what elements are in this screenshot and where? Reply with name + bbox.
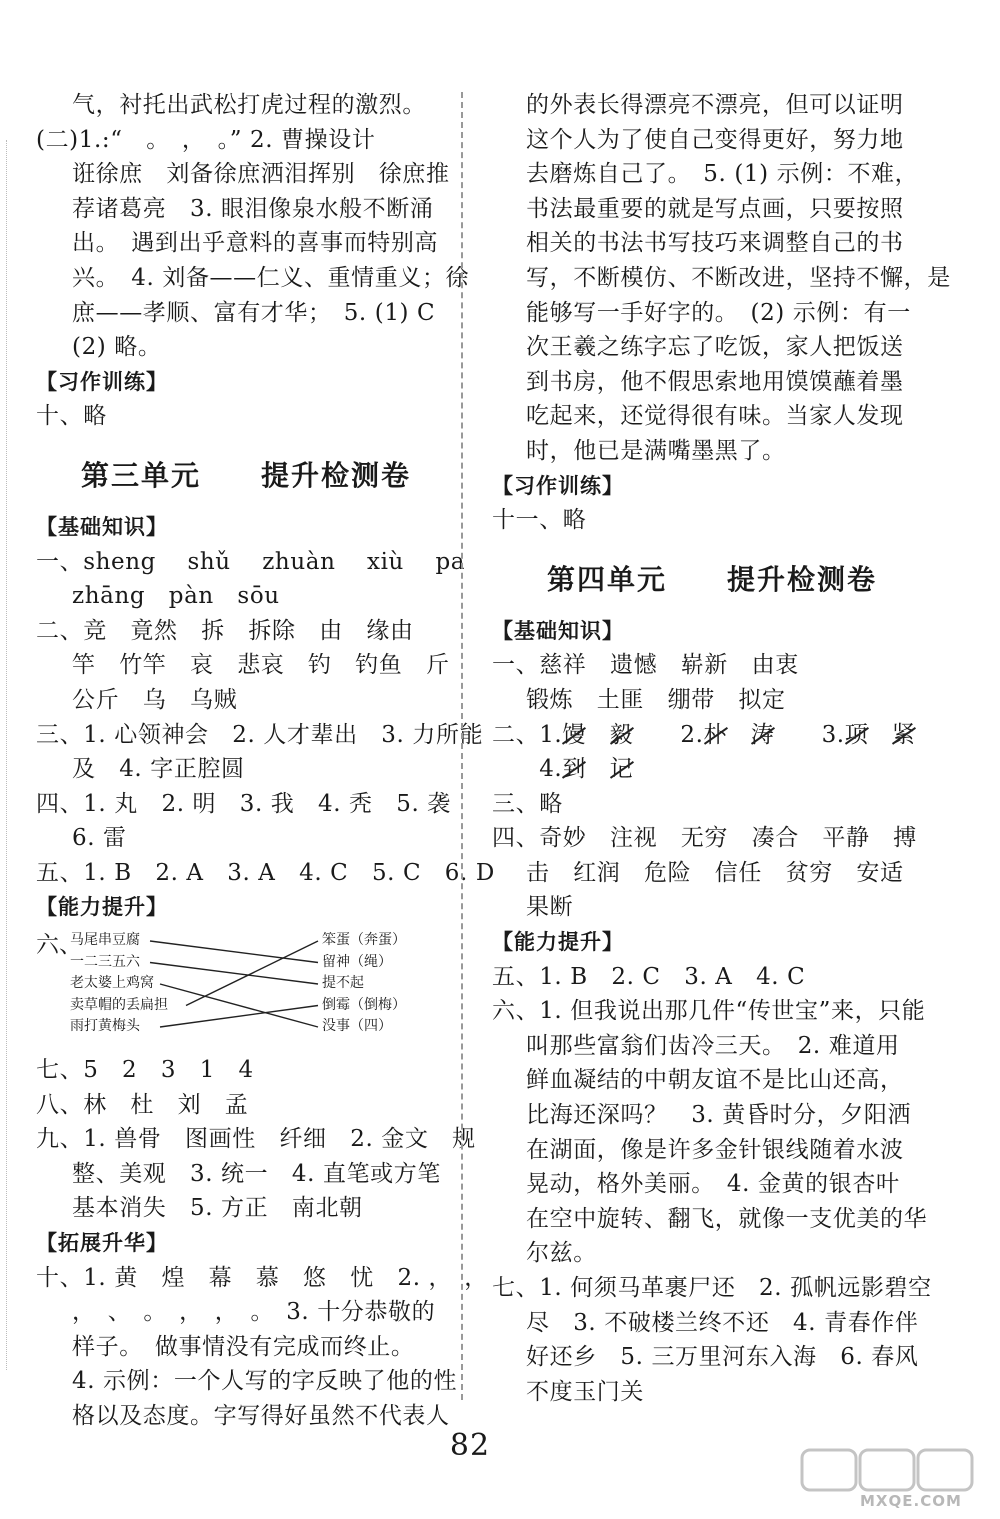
answer-line: 九、1. 兽骨 图画性 纤细 2. 金文 规 [36,1126,476,1153]
answer-line: 6. 雷 [72,825,127,852]
corrected-char: 项 [845,718,869,753]
corrected-char: 记 [610,752,634,787]
answer-line: 不度玉门关 [526,1378,644,1405]
unit-title-test: 提升检测卷 [727,562,878,596]
answer-line: 十、1. 黄 煌 幕 慕 悠 忧 2. ， ， [36,1264,488,1291]
sub-number: 1. [539,721,563,748]
answer-line: 的外表长得漂亮不漂亮，但可以证明 [526,92,904,118]
answer-line: 八、林 杜 刘 孟 [36,1091,249,1118]
answer-line: 样子。 做事情没有完成而终止。 [72,1333,415,1360]
answer-line: 比海还深吗？ 3. 黄昏时分，夕阳洒 [526,1102,912,1129]
answer-line: 击 红润 危险 信任 贫穷 安适 [526,859,904,886]
watermark [800,1448,976,1512]
unit-title-name: 第四单元 [546,562,667,596]
answer-line: (二)1.:“ 。 ， 。” 2. 曹操设计 [36,126,376,153]
answer-line: 写，不断模仿、不断改进，坚持不懈，是 [526,264,951,291]
section-header: 【基础知识】 [36,514,168,539]
page-edge-dots [6,140,7,1370]
match-left-item: 雨打黄梅头 [70,1018,140,1035]
answer-line: 能够写一手好字的。 (2) 示例：有一 [526,299,911,326]
section-header: 【习作训练】 [492,473,624,498]
matching-exercise [36,929,456,1047]
answer-line: 基本消失 5. 方正 南北朝 [72,1195,363,1222]
match-right-item: 笨蛋（奔蛋） [322,932,406,949]
answer-line: zhāng pàn sōu [72,583,280,610]
answer-line: 气，衬托出武松打虎过程的激烈。 [72,92,426,118]
question-number [492,756,539,782]
corrected-char: 紧 [892,718,916,753]
answer-line: 时，他已是满嘴墨黑了。 [526,437,786,464]
answer-line: 三、1. 心领神会 2. 人才辈出 3. 力所能 [36,721,484,748]
question-number: 六、 [36,932,82,959]
match-lines [36,929,456,1047]
answer-line: 格以及态度。字写得好虽然不代表人 [72,1403,450,1429]
answer-line: 出。 遇到出乎意料的喜事而特别高 [72,230,439,257]
sub-number: 2. [680,721,704,748]
answer-line: (2) 略。 [72,334,162,361]
unit-title-name: 第三单元 [80,458,201,492]
answer-line: 尔兹。 [526,1240,597,1267]
answer-line: 兴。 4. 刘备——仁义、重情重义；徐 [72,264,470,291]
correction-line [492,718,932,753]
answer-line: 鲜血凝结的中朝友谊不是比山还高， [526,1067,904,1094]
match-line [150,963,318,985]
answer-line: 去磨炼自己了。 5. (1) 示例：不难， [526,161,919,188]
answer-line: 4. 示例：一个人写的字反映了他的性 [72,1368,458,1395]
unit-title [36,456,456,496]
sub-number: 4. [539,756,563,783]
sub-number: 3. [821,721,845,748]
corrected-char: 涛 [751,718,775,753]
match-left-item: 卖草帽的丢扁担 [70,996,168,1013]
match-right-item: 倒霉（倒梅） [322,996,406,1013]
unit-title-test: 提升检测卷 [261,458,412,492]
answer-line: 这个人为了使自己变得更好，努力地 [526,126,904,153]
section-header: 【习作训练】 [36,369,168,394]
answer-line: 在空中旋转、翻飞，就像一支优美的华 [526,1205,928,1232]
answer-line: 尽 3. 不破楼兰终不还 4. 青春作伴 [526,1309,919,1336]
section-header: 【拓展升华】 [36,1231,168,1256]
answer-line: 六、1. 但我说出那几件“传世宝”来，只能 [492,998,926,1025]
match-left-item: 老太婆上鸡窝 [70,975,154,992]
unit-title [492,560,932,600]
section-header: 【基础知识】 [492,618,624,643]
section-header: 【能力提升】 [36,895,168,920]
answer-line: 在湖面，像是许多金针银线随着水波 [526,1136,904,1163]
answer-line: 到书房，他不假思索地用馍馍蘸着墨 [526,368,904,395]
answer-line: 次王羲之练字忘了吃饭，家人把饭送 [526,334,904,361]
watermark-url: MXQE.COM [860,1492,962,1510]
page-number: 82 [449,1428,491,1463]
answer-line: 诳徐庶 刘备徐庶洒泪挥别 徐庶推 [72,161,450,188]
answer-line: 书法最重要的就是写点画，只要按照 [526,195,904,222]
answer-line: ， 、 。 ， ， 。 3. 十分恭敬的 [72,1299,436,1326]
right-column [492,88,951,1409]
answer-line: 公斤 乌 乌贼 [72,686,238,713]
match-left-item: 一二三五六 [70,953,140,970]
answer-line: 整、美观 3. 统一 4. 直笔或方笔 [72,1160,441,1187]
left-column [36,88,495,1434]
answer-line: 锻炼 土匪 绷带 拟定 [526,686,786,713]
answer-line: 庶——孝顺、富有才华； 5. (1) C [72,299,436,326]
answer-line: 叫那些富翁们齿冷三天。 2. 难道用 [526,1032,900,1059]
match-right-item: 没事（四） [322,1018,392,1035]
corrected-char: 到 [562,752,586,787]
answer-line: 二、竞 竟然 拆 拆除 由 缘由 [36,617,414,644]
match-line [150,941,318,963]
answer-line: 三、略 [492,790,563,817]
corrected-char: 毅 [610,718,634,753]
column-divider [461,92,463,1400]
answer-line: 十一、略 [492,507,587,534]
answer-line: 荐诸葛亮 3. 眼泪像泉水般不断涌 [72,195,434,222]
match-right-item: 提不起 [322,975,364,992]
corrected-char: 馒 [562,718,586,753]
match-line [160,984,318,1027]
match-left-item: 马尾串豆腐 [70,932,140,949]
corrected-char: 朴 [704,718,728,753]
answer-line: 五、1. B 2. A 3. A 4. C 5. C 6. D [36,859,495,886]
match-line [160,1006,318,1028]
answer-line: 相关的书法书写技巧来调整自己的书 [526,230,904,257]
question-number: 二、 [492,721,540,748]
answer-line: 十、略 [36,403,107,430]
answer-line: 五、1. B 2. C 3. A 4. C [492,963,806,990]
answer-line: 四、1. 丸 2. 明 3. 我 4. 秃 5. 袭 [36,790,451,817]
answer-line: 一、慈祥 遗憾 崭新 由衷 [492,652,799,679]
answer-line: 晃动，格外美丽。 4. 金黄的银杏叶 [526,1171,900,1198]
section-header: 【能力提升】 [492,930,624,955]
answer-line: 竿 竹竿 哀 悲哀 钓 钓鱼 斤 [72,652,450,679]
answer-line: 好还乡 5. 三万里河东入海 6. 春风 [526,1344,919,1371]
answer-line: 及 4. 字正腔圆 [72,756,245,783]
answer-line: 吃起来，还觉得很有味。当家人发现 [526,403,904,430]
match-line [186,941,318,1006]
match-right-item: 留神（绳） [322,953,392,970]
answer-line: 一、sheng shǔ zhuàn xiù pa [36,548,466,575]
correction-line [492,752,932,787]
answer-line: 四、奇妙 注视 无穷 凑合 平静 搏 [492,825,917,852]
answer-line: 七、5 2 3 1 4 [36,1057,254,1084]
answer-line: 七、1. 何须马革裹尸还 2. 孤帆远影碧空 [492,1275,932,1301]
answer-line: 果断 [526,894,574,921]
